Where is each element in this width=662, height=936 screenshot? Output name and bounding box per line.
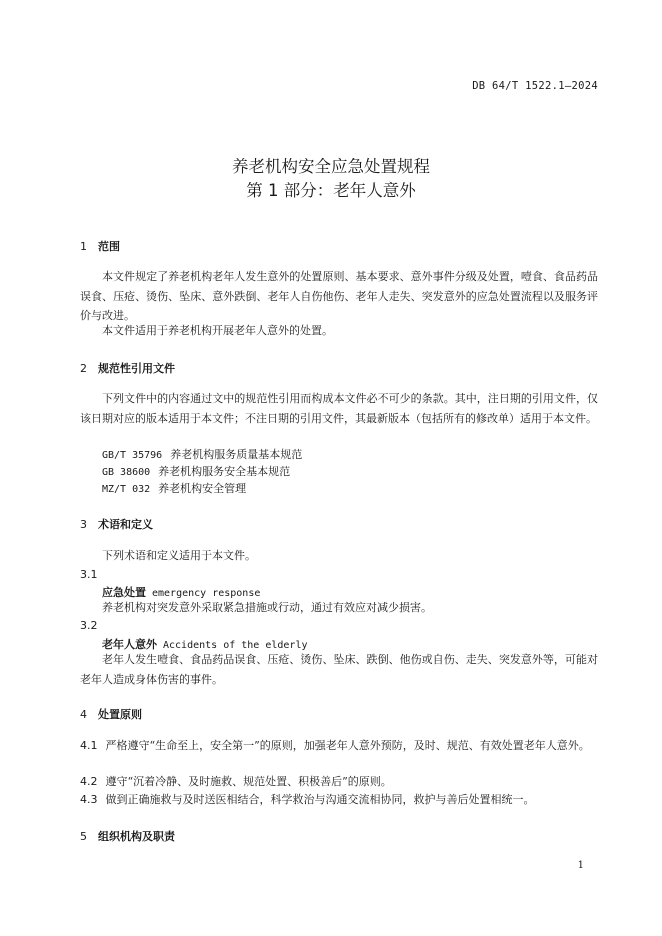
- principle-item: [80, 772, 600, 792]
- term-number: 3.1: [80, 568, 98, 581]
- principle-text: 遵守“沉着冷静、及时施救、规范处置、积极善后”的原则。: [105, 775, 392, 788]
- term-english: emergency response: [152, 588, 261, 599]
- page-number: 1: [577, 860, 584, 871]
- term-english: Accidents of the elderly: [163, 640, 308, 651]
- section-title: 处置原则: [98, 708, 142, 721]
- scope-paragraph: 本文件规定了养老机构老年人发生意外的处置原则、基本要求、意外事件分级及处置，噎食、食品药品误食、压疮、烫伤、坠床、意外跌倒、老年人自伤他伤、老年人走失、突发意外的应急处置流程以及服务评价与改进。: [80, 270, 598, 322]
- section-2-heading: [80, 360, 175, 376]
- reference-item: [102, 480, 246, 496]
- section-4-heading: [80, 706, 142, 722]
- section-number: 3: [80, 518, 87, 531]
- section-number: 4: [80, 708, 87, 721]
- section-title: 术语和定义: [98, 518, 153, 531]
- reference-item: [102, 463, 290, 479]
- section-number: 1: [80, 240, 87, 253]
- terms-intro: 下列术语和定义适用于本文件。: [102, 549, 256, 562]
- principle-item: [80, 736, 600, 756]
- reference-title: 养老机构服务安全基本规范: [158, 465, 291, 478]
- principle-item: [80, 790, 600, 810]
- section-number: 2: [80, 362, 87, 375]
- section-title: 规范性引用文件: [98, 362, 175, 375]
- section-3-heading: [80, 516, 153, 532]
- section-5-heading: [80, 828, 175, 844]
- term-definition: 养老机构对突发意外采取紧急措施或行动，通过有效应对减少损害。: [102, 601, 432, 614]
- document-subtitle: 第 1 部分：老年人意外: [246, 181, 416, 200]
- term-number: 3.2: [80, 619, 98, 632]
- term-chinese: 老年人意外: [102, 638, 157, 651]
- reference-code: GB/T 35796: [102, 450, 163, 461]
- reference-item: [102, 446, 302, 462]
- scope-applicability-paragraph: 本文件适用于养老机构开展老年人意外的处置。: [102, 324, 333, 337]
- reference-title: 养老机构服务质量基本规范: [170, 448, 303, 461]
- term-definition: 老年人发生噎食、食品药品误食、压疮、烫伤、坠床、跌倒、他伤或自伤、走失、突发意外等，可能对老年人造成身体伤害的事件。: [80, 653, 598, 686]
- reference-title: 养老机构安全管理: [158, 482, 247, 495]
- section-number: 5: [80, 830, 87, 843]
- section-title: 组织机构及职责: [98, 830, 175, 843]
- references-paragraph: 下列文件中的内容通过文中的规范性引用而构成本文件必不可少的条款。其中，注日期的引用文件，仅该日期对应的版本适用于本文件；不注日期的引用文件，其最新版本（包括所有的修改单）适用于本文件。: [80, 392, 598, 425]
- section-1-heading: [80, 238, 120, 254]
- reference-code: GB 38600: [102, 467, 151, 478]
- principle-number: 4.3: [80, 793, 98, 806]
- section-title: 范围: [98, 240, 120, 253]
- reference-code: MZ/T 032: [102, 484, 151, 495]
- term-chinese: 应急处置: [102, 586, 146, 599]
- document-title: 养老机构安全应急处置规程: [232, 157, 430, 176]
- document-code: DB 64/T 1522.1—2024: [472, 80, 598, 92]
- principle-text: 做到正确施救与及时送医相结合，科学救治与沟通交流相协同，救护与善后处置相统一。: [105, 793, 535, 806]
- principle-number: 4.1: [80, 739, 98, 752]
- principle-text: 严格遵守“生命至上，安全第一”的原则，加强老年人意外预防，及时、规范、有效处置老年人意外。: [105, 739, 590, 752]
- principle-number: 4.2: [80, 775, 98, 788]
